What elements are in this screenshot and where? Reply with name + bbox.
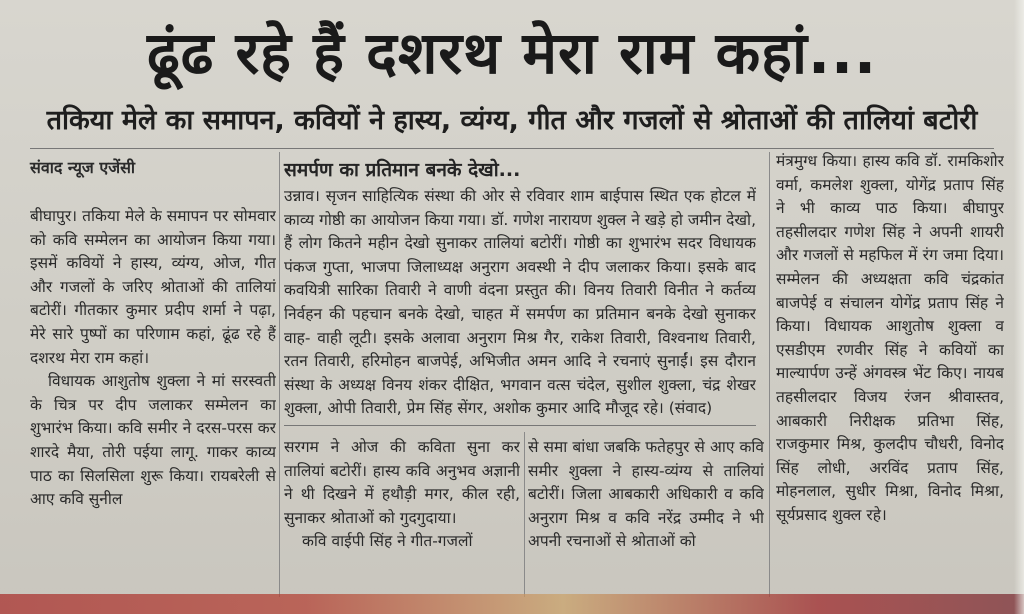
headline: ढूंढ रहे हैं दशरथ मेरा राम कहां... — [146, 19, 878, 87]
mid2-paragraph-1: से समा बांधा जबकि फतेहपुर से आए कवि समीर शुक्ला ने हास्य-व्यंग्य से तालियां बटोरीं। जिला आबकारी अधिकारी व कवि अनुराग मिश्र व कवि नरेंद्र उम्मीद ने भी अपनी रचनाओं से श्रोताओं को — [528, 438, 764, 551]
middle-column-2 — [528, 436, 764, 596]
box-bottom-divider — [284, 425, 756, 426]
header-divider — [30, 148, 994, 149]
box-text: उन्नाव। सृजन साहित्यिक संस्था की ओर से रविवार शाम बाईपास स्थित एक होटल में काव्य गोष्ठी का आयोजन किया गया। डॉ. गणेश नारायण शुक्ल ने खड़े हो जमीन देखो, हैं लोग कितने महीन देखो सुनाकर तालियां बटोरीं। गोष्ठी का शुभारंभ सदर विधायक पंकज गुप्ता, भाजपा जिलाध्यक्ष अनुराग अवस्थी ने दीप जलाकर किया। इसके बाद कवयित्री सारिका तिवारी ने वाणी वंदना प्रस्तुत की। विनय तिवारी विनीत ने कर्तव्य निर्वहन की पहचान बनके देखो, चाहत में समर्पण का प्रतिमान बनके देखो सुनाकर वाह- वाही लूटी। इसके अलावा अनुराग मिश्र गैर, राकेश तिवारी, विश्वनाथ तिवारी, रतन तिवारी, हरिमोहन बाजपेई, अभिजीत अमन आदि ने रचनाएं सुनाईं। इस दौरान संस्था के अध्यक्ष विनय शंकर दीक्षित, भगवान वत्स चंदेल, सुशील शुक्ला, चंद्र शेखर शुक्ला, ओपी तिवारी, प्रेम सिंह सेंगर, अशोक कुमार आदि मौजूद रहे। (संवाद) — [284, 187, 756, 418]
paper-edge — [1014, 0, 1024, 614]
mid1-paragraph-2: कवि वाईपी सिंह ने गीत-गजलों — [302, 532, 473, 551]
column-divider-left — [279, 152, 280, 597]
middle-column-1 — [284, 436, 520, 596]
box-title: समर्पण का प्रतिमान बनके देखो... — [284, 159, 521, 181]
box-article — [284, 185, 756, 420]
byline: संवाद न्यूज एजेंसी — [30, 158, 136, 177]
left-paragraph-1: बीघापुर। तकिया मेले के समापन पर सोमवार को कवि सम्मेलन का आयोजन किया गया। इसमें कवियों ने हास्य, व्यंग्य, ओज, गीत और गजलों के जरिए श्रोताओं की तालियां बटोरीं। गीतकार कुमार प्रदीप शर्मा ने पढ़ा, मेरे सारे पुष्पों का परिणाम कहां, ढूंढ रहे हैं दशरथ मेरा राम कहां। — [30, 207, 276, 367]
bottom-ad-strip — [0, 594, 1024, 614]
left-paragraph-2: विधायक आशुतोष शुक्ला ने मां सरस्वती के चित्र पर दीप जलाकर सम्मेलन का शुभारंभ किया। कवि समीर ने दरस-परस कर शारदे मैया, तोरी पईया लागू. गाकर काव्य पाठ का सिलसिला शुरू किया। रायबरेली से आए कवि सुनील — [30, 372, 276, 509]
right-paragraph-1: मंत्रमुग्ध किया। हास्य कवि डॉ. रामकिशोर वर्मा, कमलेश शुक्ला, योगेंद्र प्रताप सिंह ने भी काव्य पाठ किया। बीघापुर तहसीलदार गणेश सिंह ने अपनी शायरी और गजलों से महफिल में रंग जमा दिया। सम्मेलन की अध्यक्षता कवि चंद्रकांत बाजपेई व संचालन योगेंद्र प्रताप सिंह ने किया। विधायक आशुतोष शुक्ला व एसडीएम रणवीर सिंह ने कवियों का माल्यार्पण उन्हें अंगवस्त्र भेंट किए। नायब तहसीलदार विजय रंजन श्रीवास्तव, आबकारी निरीक्षक प्रतिभा सिंह, राजकुमार मिश्र, कुलदीप चौधरी, विनोद सिंह लोधी, अरविंद प्रताप सिंह, मोहनलाल, सुधीर मिश्रा, विनोद मिश्रा, सूर्यप्रसाद शुक्ल रहे। — [776, 152, 1004, 524]
left-column — [30, 205, 276, 595]
subheadline: तकिया मेले का समापन, कवियों ने हास्य, व्यंग्य, गीत और गजलों से श्रोताओं की तालियां बटोरी — [46, 105, 978, 136]
column-divider-middle — [524, 432, 525, 597]
mid1-paragraph-1: सरगम ने ओज की कविता सुना कर तालियां बटोरीं। हास्य कवि अनुभव अज्ञानी ने थी दिखने में हथौड़ी मगर, कील रही, सुनाकर श्रोताओं को गुदगुदाया। — [284, 438, 520, 527]
right-column — [776, 150, 1004, 590]
column-divider-right — [769, 152, 770, 597]
